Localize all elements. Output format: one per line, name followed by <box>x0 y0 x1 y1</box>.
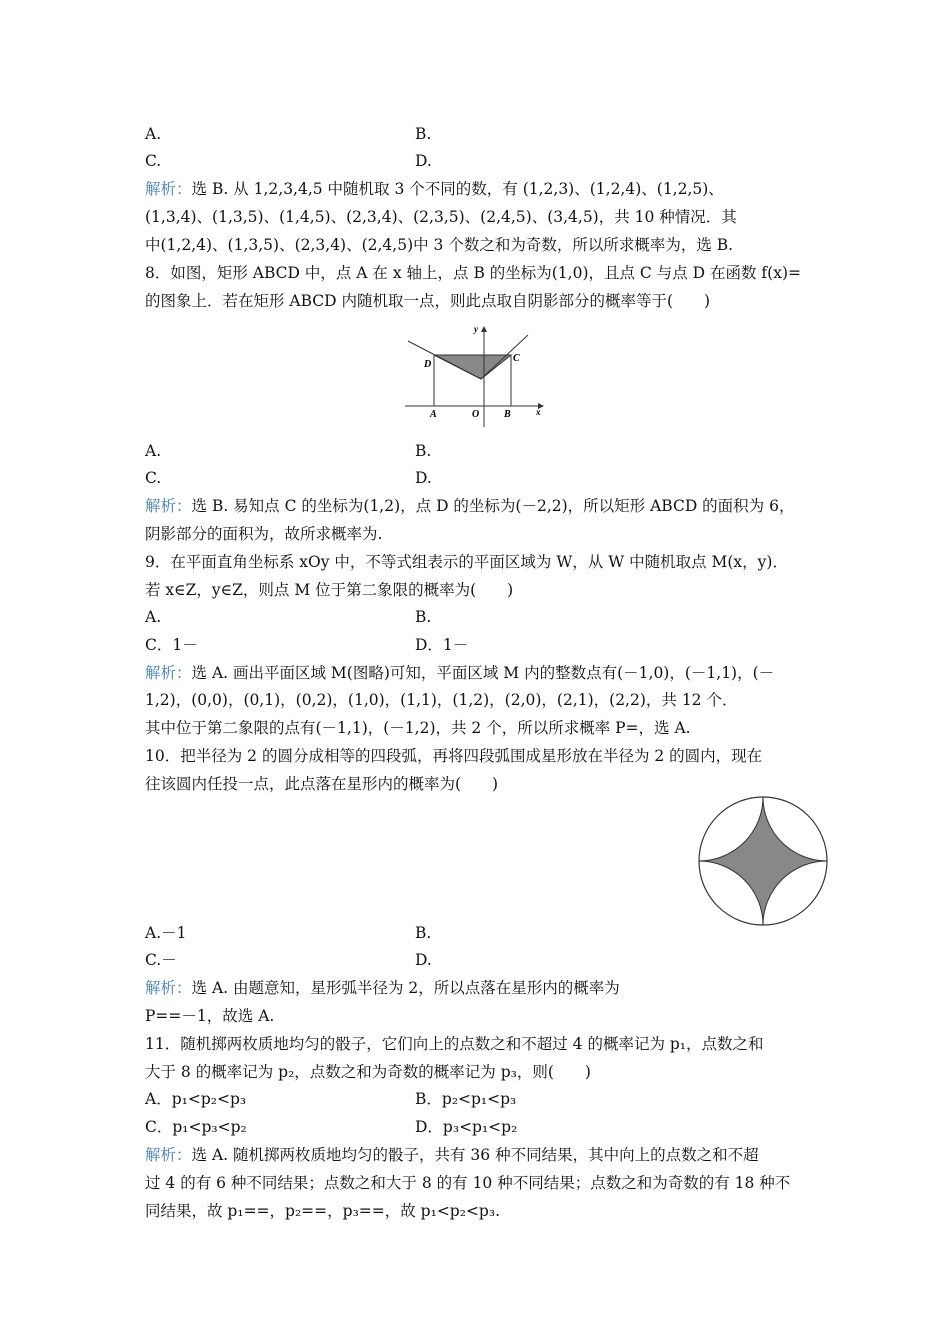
q8-option-a: A. <box>145 442 162 460</box>
q8-solution-line-1: 解析：选 B. 易知点 C 的坐标为(1,2)，点 D 的坐标为(－2,2)，所以矩形 ABCD 的面积为 6， <box>145 497 795 515</box>
x-axis-label: x <box>536 407 541 417</box>
q9-stem-line-1: 9．在平面直角坐标系 xOy 中，不等式组表示的平面区域为 W，从 W 中随机取点 M(x，y)． <box>145 553 788 571</box>
q7-solution-line-1: 解析：选 B. 从 1,2,3,4,5 中随机取 3 个不同的数，有 (1,2,3)、(1,2,4)、(1,2,5)、 <box>145 180 724 198</box>
y-axis-arrow <box>481 326 487 332</box>
q7-solution-line-2: (1,3,4)、(1,3,5)、(1,4,5)、(2,3,4)、(2,3,5)、(2,4,5)、(3,4,5)，共 10 种情况．其 <box>145 208 737 226</box>
q11-option-d: D．p₃<p₁<p₂ <box>415 1118 518 1136</box>
q8-option-c: C. <box>145 469 162 487</box>
q10-star-in-circle-figure <box>696 794 832 930</box>
q8-solution-line-2: 阴影部分的面积为，故所求概率为. <box>145 525 383 543</box>
solution-label: 解析： <box>145 180 192 198</box>
q9-solution-line-1: 解析：选 A. 画出平面区域 M(图略)可知，平面区域 M 内的整数点有(－1,0)，(－1,1)，(－ <box>145 664 775 682</box>
q9-option-c: C．1－ <box>145 636 198 654</box>
q10-option-b: B. <box>415 924 432 942</box>
q9-solution-line-2: 1,2)，(0,0)，(0,1)，(0,2)，(1,0)，(1,1)，(1,2)，(2,0)，(2,1)，(2,2)，共 12 个． <box>145 691 738 709</box>
point-d-label: D <box>424 359 432 370</box>
q9-solution-line-3: 其中位于第二象限的点有(－1,1)，(－1,2)，共 2 个，所以所求概率 P=，选 A. <box>145 719 691 737</box>
q11-option-c: C．p₁<p₃<p₂ <box>145 1118 247 1136</box>
q10-option-a: A.－1 <box>145 924 187 942</box>
q9-option-a: A. <box>145 608 162 626</box>
q8-option-b: B. <box>415 442 432 460</box>
q10-option-d: D. <box>415 951 432 969</box>
solution-label: 解析： <box>145 979 192 997</box>
q9-option-d: D．1－ <box>415 636 469 654</box>
y-axis-label: y <box>474 324 478 334</box>
q10-solution-line-1: 解析：选 A. 由题意知，星形弧半径为 2，所以点落在星形内的概率为 <box>145 979 620 997</box>
q11-solution-line-2: 过 4 的有 6 种不同结果；点数之和大于 8 的有 10 种不同结果；点数之和为奇数的有 18 种不 <box>145 1174 791 1192</box>
q8-option-d: D. <box>415 469 432 487</box>
point-c-label: C <box>513 353 520 364</box>
point-a-label: A <box>430 409 437 420</box>
q7-option-b: B. <box>415 125 432 143</box>
solution-label: 解析： <box>145 1146 192 1164</box>
q8-stem-line-1: 8．如图，矩形 ABCD 中，点 A 在 x 轴上，点 B 的坐标为(1,0)，且点 C 与点 D 在函数 f(x)= <box>145 264 801 282</box>
solution-label: 解析： <box>145 664 192 682</box>
q8-stem-line-2: 的图象上．若在矩形 ABCD 内随机取一点，则此点取自阴影部分的概率等于( ) <box>145 292 711 310</box>
q10-stem-line-2: 往该圆内任投一点，此点落在星形内的概率为( ) <box>145 775 499 793</box>
q7-option-a: A. <box>145 125 162 143</box>
q10-stem-line-1: 10．把半径为 2 的圆分成相等的四段弧，再将四段弧围成星形放在半径为 2 的圆内，现在 <box>145 747 763 765</box>
q11-option-a: A．p₁<p₂<p₃ <box>145 1090 247 1108</box>
q11-solution-line-1: 解析：选 A. 随机掷两枚质地均匀的骰子，共有 36 种不同结果，其中向上的点数之和不超 <box>145 1146 759 1164</box>
q10-solution-line-2: P==－1，故选 A. <box>145 1007 275 1025</box>
q7-option-d: D. <box>415 152 432 170</box>
q7-option-c: C. <box>145 152 162 170</box>
q10-option-c: C.－ <box>145 951 177 969</box>
point-b-label: B <box>504 409 511 420</box>
shaded-region <box>434 355 511 379</box>
q11-option-b: B．p₂<p₁<p₃ <box>415 1090 517 1108</box>
solution-label: 解析： <box>145 497 192 515</box>
q8-rectangle-figure <box>400 322 550 432</box>
q7-solution-line-3: 中(1,2,4)、(1,3,5)、(2,3,4)、(2,4,5)中 3 个数之和为奇数，所以所求概率为，选 B. <box>145 236 734 254</box>
q11-solution-line-3: 同结果，故 p₁==，p₂==，p₃==，故 p₁<p₂<p₃. <box>145 1202 500 1220</box>
q11-stem-line-2: 大于 8 的概率记为 p₂，点数之和为奇数的概率记为 p₃，则( ) <box>145 1063 591 1081</box>
q9-stem-line-2: 若 x∈Z，y∈Z，则点 M 位于第二象限的概率为( ) <box>145 581 514 599</box>
q9-option-b: B. <box>415 608 432 626</box>
origin-label: O <box>472 409 480 420</box>
q11-stem-line-1: 11．随机掷两枚质地均匀的骰子，它们向上的点数之和不超过 4 的概率记为 p₁，点数之和 <box>145 1035 764 1053</box>
